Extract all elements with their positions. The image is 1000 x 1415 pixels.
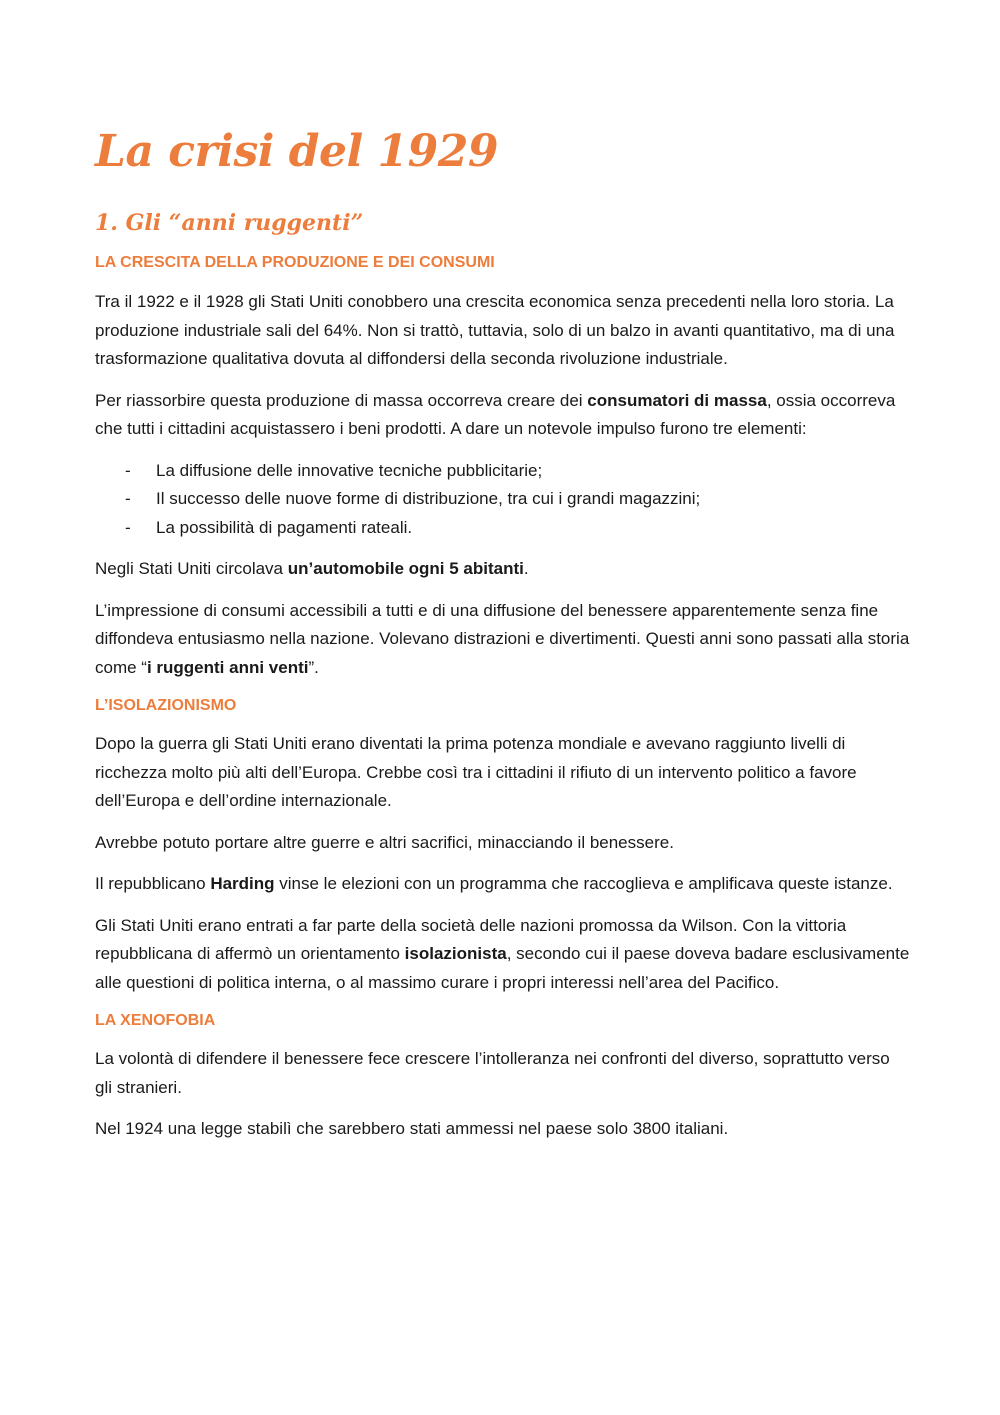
bold-text: un’automobile ogni 5 abitanti — [287, 559, 524, 578]
paragraph: Tra il 1922 e il 1928 gli Stati Uniti conobbero una crescita economica senza precedenti nella loro storia. La produzione industriale sali del 64%. Non si trattò, tuttavia, solo di un balzo in avanti quantitativo, ma di una trasformazione qualitativa dovuta al diffondersi della seconda rivoluzione industriale. — [95, 292, 895, 368]
paragraph — [95, 387, 910, 444]
text-span: Per riassorbire questa produzione di massa occorreva creare dei — [95, 390, 588, 410]
paragraph: Dopo la guerra gli Stati Uniti erano diventati la prima potenza mondiale e avevano raggiunto livelli di ricchezza molto più alti dell’Europa. Crebbe così tra i cittadini il rifiuto di un intervento politico a favore dell’Europa e dell’ordine internazionale. — [95, 734, 857, 810]
document-page — [95, 120, 910, 1144]
text-span: , ossia occorreva che tutti i cittadini acquistassero i beni prodotti. A dare un notevole impulso furono tre elementi: — [95, 390, 896, 438]
bold-text: Harding — [210, 874, 275, 893]
list-item — [95, 514, 910, 543]
chapter-subtitle: 1. Gli “anni ruggenti” — [95, 210, 364, 236]
text-span: L’impressione di consumi accessibili a tutti e di una diffusione del benessere apparentemente senza fine diffondeva entusiasmo nella nazione. Volevano distrazioni e divertimenti. Questi anni sono passati alla storia come “ — [95, 600, 910, 677]
section-heading-isolazionismo: L’ISOLAZIONISMO — [95, 697, 237, 714]
paragraph: Nel 1924 una legge stabilì che sarebbero stati ammessi nel paese solo 3800 italiani. — [95, 1119, 729, 1138]
paragraph — [95, 912, 910, 998]
paragraph: Avrebbe potuto portare altre guerre e altri sacrifici, minacciando il benessere. — [95, 832, 674, 852]
text-span: , secondo cui il paese doveva badare esclusivamente alle questioni di politica interna, o al massimo curare i propri interessi nell’area del Pacifico. — [95, 944, 910, 992]
paragraph — [95, 870, 910, 899]
text-span: . — [523, 559, 529, 578]
dash-marker: - — [125, 460, 131, 480]
list-item-text: La diffusione delle innovative tecniche pubblicitarie; — [156, 460, 543, 480]
section-heading-xenofobia: LA XENOFOBIA — [95, 1012, 216, 1029]
text-span: ”. — [308, 657, 319, 677]
paragraph: La volontà di difendere il benessere fece crescere l’intolleranza nei confronti del diverso, soprattutto verso gli stranieri. — [95, 1049, 890, 1097]
paragraph — [95, 597, 910, 683]
dash-marker: - — [125, 489, 131, 508]
bullet-list — [95, 457, 910, 543]
list-item — [95, 485, 910, 514]
bold-text: consumatori di massa — [587, 390, 767, 410]
document-title: La crisi del 1929 — [95, 126, 499, 177]
list-item — [95, 457, 910, 486]
text-span: Gli Stati Uniti erano entrati a far parte della società delle nazioni promossa da Wilson. Con la vittoria repubblicana di affermò un orientamento — [95, 915, 847, 963]
dash-marker: - — [125, 517, 131, 537]
text-span: vinse le elezioni con un programma che raccoglieva e amplificava queste istanze. — [274, 874, 893, 893]
bold-text: isolazionista — [404, 944, 507, 963]
paragraph — [95, 555, 910, 584]
text-span: Negli Stati Uniti circolava — [95, 559, 288, 578]
bold-text: i ruggenti anni venti — [146, 657, 309, 677]
section-heading-crescita: LA CRESCITA DELLA PRODUZIONE E DEI CONSUMI — [95, 254, 495, 271]
list-item-text: La possibilità di pagamenti rateali. — [156, 517, 413, 537]
text-span: Il repubblicano — [95, 874, 211, 893]
list-item-text: Il successo delle nuove forme di distribuzione, tra cui i grandi magazzini; — [156, 489, 701, 508]
